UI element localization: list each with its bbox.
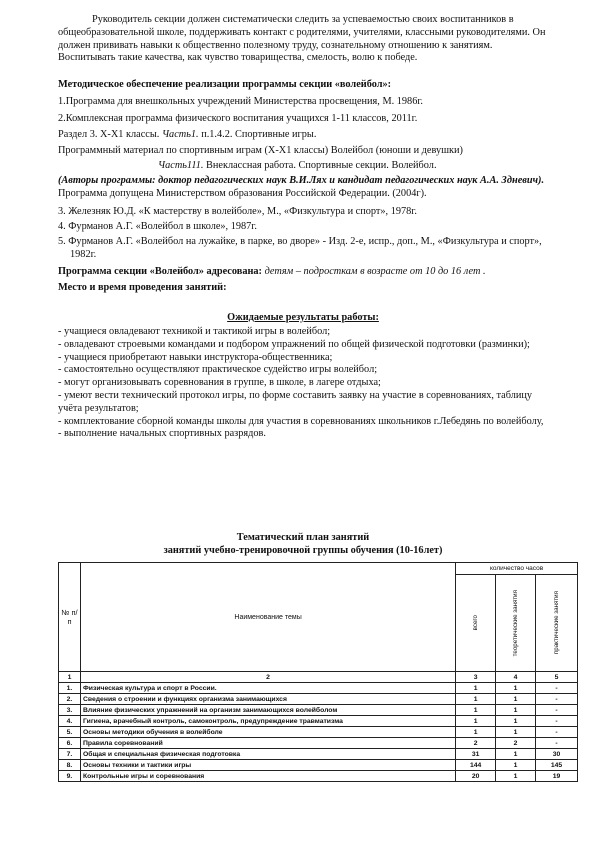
index-cell: 5 xyxy=(536,672,578,683)
table-row xyxy=(59,705,578,716)
row-theory: 1 xyxy=(496,727,536,738)
table-header-row xyxy=(59,563,578,575)
row-topic: Сведения о строении и функциях организма занимающихся xyxy=(80,694,455,705)
row-number: 1. xyxy=(59,683,81,694)
reference-3: 3. Железняк Ю.Д. «К мастерству в волейболе», М., «Физкультура и спорт», 1978г. xyxy=(58,206,417,217)
plan-title-1: Тематический план занятий xyxy=(236,532,370,543)
method-item-2: 2.Комплексная программа физического воспитания учащихся 1-11 классов, 2011г. xyxy=(58,113,418,124)
section3-rest: п.1.4.2. Спортивные игры. xyxy=(201,129,317,140)
method-item-1: 1.Программа для внешкольных учреждений Министерства просвещения, М. 1986г. xyxy=(58,96,423,107)
table-row xyxy=(59,738,578,749)
header-practice-label: практические занятия xyxy=(553,591,561,655)
intro-paragraph: Руководитель секции должен систематически следить за успеваемостью своих воспитанников в общеобразовательной школе, поддерживать контакт с родителями, учителями, классными руководителями. Он должен прививать навыки к общественно полезному труду, сознательному отношению к занятиям. Воспитывать такие качества, как чувство товарищества, смелость, волю к победе. xyxy=(58,14,546,64)
part3-label: Часть111. xyxy=(158,160,204,171)
row-total: 1 xyxy=(456,716,496,727)
row-theory: 1 xyxy=(496,716,536,727)
header-topic: Наименование темы xyxy=(80,563,455,672)
row-topic: Основы методики обучения в волейболе xyxy=(80,727,455,738)
header-practice xyxy=(536,575,578,672)
table-row xyxy=(59,694,578,705)
place-time-heading: Место и время проведения занятий: xyxy=(58,282,227,293)
method-heading: Методическое обеспечение реализации программы секции «волейбол»: xyxy=(58,79,392,90)
row-number: 2. xyxy=(59,694,81,705)
row-total: 2 xyxy=(456,738,496,749)
row-total: 1 xyxy=(456,727,496,738)
row-number: 3. xyxy=(59,705,81,716)
row-total: 1 xyxy=(456,705,496,716)
header-hours: количество часов xyxy=(456,563,578,575)
reference-5: 5. Фурманов А.Г. «Волейбол на лужайке, в парке, во дворе» - Изд. 2-е, испр., доп., М., «Физкультура и спорт», 1982г. xyxy=(58,236,542,260)
row-topic: Контрольные игры и соревнования xyxy=(80,771,455,782)
program-material: Программный материал по спортивным играм (Х-Х1 классы) Волейбол (юноши и девушки) xyxy=(58,145,463,156)
row-topic: Основы техники и тактики игры xyxy=(80,760,455,771)
row-practice: 30 xyxy=(536,749,578,760)
row-practice: - xyxy=(536,683,578,694)
row-practice: 19 xyxy=(536,771,578,782)
row-topic: Гигиена, врачебный контроль, самоконтроль, предупреждение травматизма xyxy=(80,716,455,727)
index-cell: 1 xyxy=(59,672,81,683)
section3-line xyxy=(58,129,548,142)
table-row xyxy=(59,727,578,738)
authors-line: (Авторы программы: доктор педагогических наук В.И.Лях и кандидат педагогических наук А.А. Здневич). xyxy=(58,175,545,186)
part3-text: Внеклассная работа. Спортивные секции. Волейбол. xyxy=(206,160,437,171)
result-item: - умеют вести технический протокол игры, по форме составить заявку на участие в соревнованиях, таблицу учёта результатов; xyxy=(58,389,533,414)
thematic-plan-table xyxy=(58,562,578,782)
authors-rest: Программа допущена Министерством образования Российской Федерации. (2004г). xyxy=(58,187,427,199)
result-item: - овладевают строевыми командами и подбором упражнений по общей физической подготовки (разминки); xyxy=(58,338,530,350)
result-item: - комплектование сборной команды школы для участия в соревнованиях школьников г.Лебедянь по волейболу, xyxy=(58,415,544,427)
index-row xyxy=(59,672,578,683)
results-heading: Ожидаемые результаты работы: xyxy=(227,312,379,323)
row-number: 7. xyxy=(59,749,81,760)
row-practice: - xyxy=(536,738,578,749)
row-topic: Влияние физических упражнений на организм занимающихся волейболом xyxy=(80,705,455,716)
row-total: 1 xyxy=(456,683,496,694)
audience-line xyxy=(58,266,548,279)
row-theory: 1 xyxy=(496,683,536,694)
index-cell: 4 xyxy=(496,672,536,683)
row-number: 5. xyxy=(59,727,81,738)
reference-4: 4. Фурманов А.Г. «Волейбол в школе», 1987г. xyxy=(58,221,257,232)
row-number: 6. xyxy=(59,738,81,749)
row-theory: 1 xyxy=(496,694,536,705)
row-total: 31 xyxy=(456,749,496,760)
row-number: 4. xyxy=(59,716,81,727)
row-practice: - xyxy=(536,694,578,705)
result-item: - самостоятельно осуществляют практическое судейство игры волейбол; xyxy=(58,364,378,376)
row-number: 9. xyxy=(59,771,81,782)
result-item: - учащиеся овладевают техникой и тактикой игры в волейбол; xyxy=(58,326,331,337)
table-row xyxy=(59,760,578,771)
plan-title-2: занятий учебно-тренировочной группы обучения (10-16лет) xyxy=(163,545,443,556)
row-topic: Правила соревнований xyxy=(80,738,455,749)
index-cell: 3 xyxy=(456,672,496,683)
row-theory: 1 xyxy=(496,771,536,782)
row-topic: Физическая культура и спорт в России. xyxy=(80,683,455,694)
result-item: - выполнение начальных спортивных разрядов. xyxy=(58,428,266,440)
results-list xyxy=(58,326,548,441)
header-theory-label: теоретические занятия xyxy=(512,589,520,657)
row-theory: 1 xyxy=(496,749,536,760)
result-item: - учащиеся приобретают навыки инструктора-общественника; xyxy=(58,351,333,363)
row-total: 1 xyxy=(456,694,496,705)
row-total: 144 xyxy=(456,760,496,771)
table-row xyxy=(59,683,578,694)
row-practice: 145 xyxy=(536,760,578,771)
section3-part: Часть1. xyxy=(161,129,199,140)
row-number: 8. xyxy=(59,760,81,771)
row-theory: 2 xyxy=(496,738,536,749)
header-total xyxy=(456,575,496,672)
section3-prefix: Раздел 3. Х-Х1 классы. xyxy=(58,129,160,140)
header-theory xyxy=(496,575,536,672)
table-row xyxy=(59,749,578,760)
header-number: № п/п xyxy=(59,563,81,672)
row-practice: - xyxy=(536,705,578,716)
row-theory: 1 xyxy=(496,705,536,716)
audience-text: детям – подросткам в возрасте от 10 до 16 лет . xyxy=(264,266,486,277)
header-total-label: всего xyxy=(472,615,480,631)
row-practice: - xyxy=(536,727,578,738)
row-topic: Общая и специальная физическая подготовка xyxy=(80,749,455,760)
table-row xyxy=(59,771,578,782)
audience-label: Программа секции «Волейбол» адресована: xyxy=(58,266,262,277)
row-total: 20 xyxy=(456,771,496,782)
index-cell: 2 xyxy=(80,672,455,683)
row-theory: 1 xyxy=(496,760,536,771)
table-row xyxy=(59,716,578,727)
result-item: - могут организовывать соревнования в группе, в школе, в лагере отдыха; xyxy=(58,377,381,389)
part3-line xyxy=(58,160,548,173)
row-practice: - xyxy=(536,716,578,727)
authors-paragraph xyxy=(58,175,548,201)
